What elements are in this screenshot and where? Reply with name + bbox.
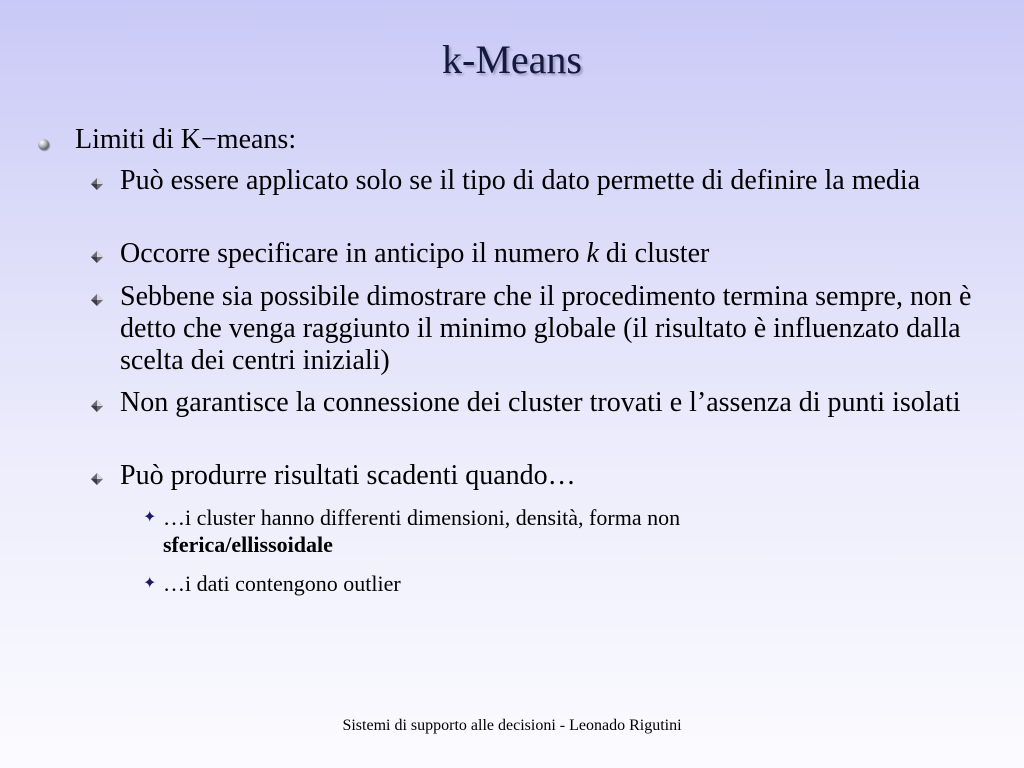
bullet-text-part: Occorre specificare in anticipo il numero xyxy=(120,238,587,269)
bold-term: sferica/ellissoidale xyxy=(163,532,333,557)
bullet-text: …i dati contengono outlier xyxy=(163,571,401,596)
bullet-text: Sebbene sia possibile dimostrare che il procedimento termina sempre, non è detto che venga raggiunto il minimo globale (il risultato è influenzato dalla scelta dei centri iniziali) xyxy=(120,281,972,376)
bullet-text: Non garantisce la connessione dei cluster trovati e l’assenza di punti isolati xyxy=(120,387,961,418)
bullet-text-part: …i cluster hanno differenti dimensioni, densità, forma non xyxy=(163,505,681,530)
diamond-bullet-icon xyxy=(91,473,103,485)
bullet-text: Può essere applicato solo se il tipo di dato permette di definire la media xyxy=(120,165,921,196)
four-point-star-icon: ✦ xyxy=(143,573,157,592)
diamond-bullet-icon xyxy=(91,400,103,412)
bullet-text: Limiti di K−means: xyxy=(75,124,297,155)
four-point-star-icon: ✦ xyxy=(143,507,157,526)
slide-title: k-Means xyxy=(442,37,582,82)
bullet-text: Può produrre risultati scadenti quando… xyxy=(120,460,576,491)
sphere-bullet-icon xyxy=(38,139,49,150)
bullet-text xyxy=(163,504,853,558)
diamond-bullet-icon xyxy=(91,251,103,263)
bullet-text xyxy=(120,238,980,270)
slide-footer xyxy=(0,716,1024,736)
diamond-bullet-icon xyxy=(91,178,103,190)
footer-text: Sistemi di supporto alle decisioni - Leonado Rigutini xyxy=(342,717,682,734)
bullet-text-part: di cluster xyxy=(598,238,710,269)
variable-k: k xyxy=(586,238,599,269)
diamond-bullet-icon xyxy=(91,294,103,306)
